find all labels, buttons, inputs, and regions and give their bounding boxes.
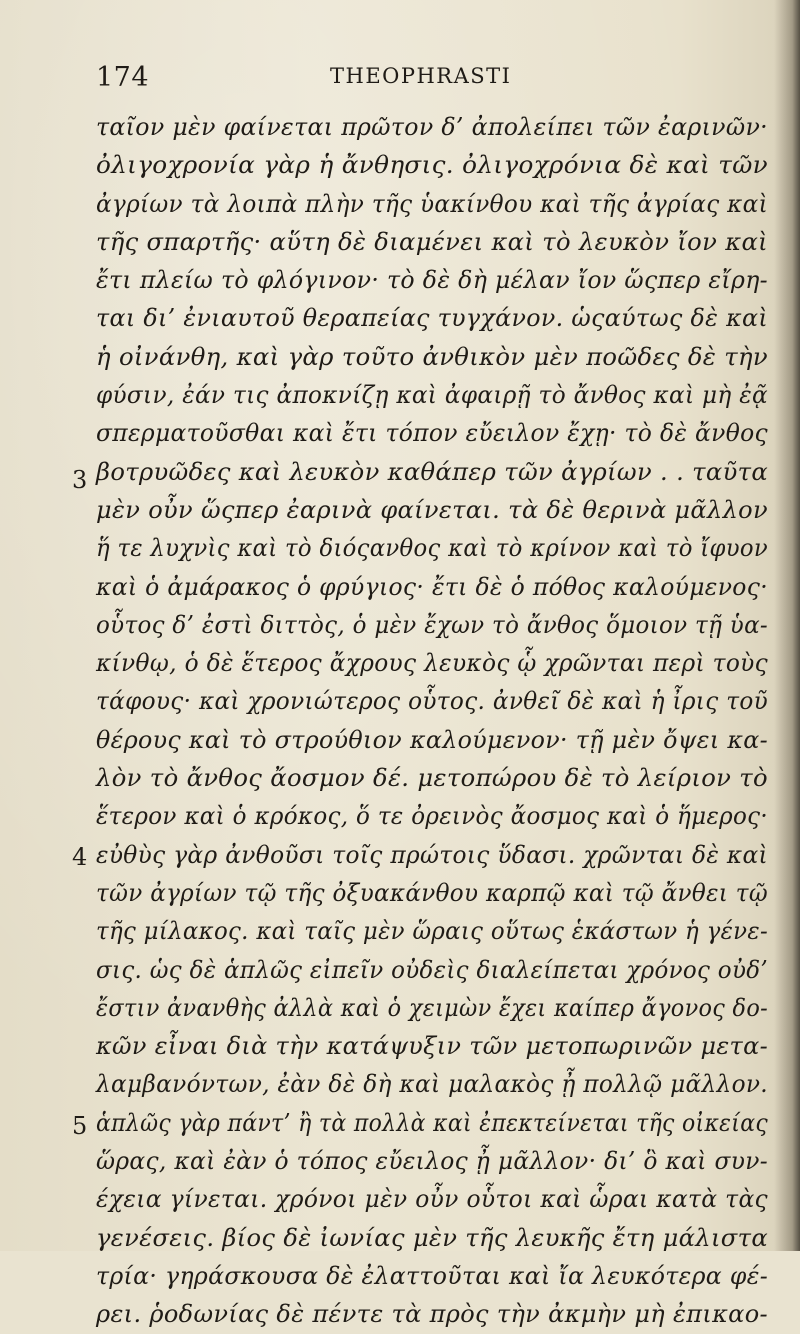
line-text: οὗτος δ’ ἐστὶ διττὸς, ὁ μὲν ἔχων τὸ ἄνθος ὅμοιον τῇ ὑα- xyxy=(96,609,768,639)
line-text: εὐθὺς γὰρ ἀνθοῦσι τοῖς πρώτοις ὕδασι. χρῶνται δὲ καὶ xyxy=(96,839,768,869)
text-line xyxy=(96,912,768,950)
section-number: 3 xyxy=(72,466,88,494)
line-text: σις. ὡς δὲ ἁπλῶς εἰπεῖν οὐδεὶς διαλείπεται χρόνος οὐδ’ xyxy=(96,954,768,984)
text-line xyxy=(96,108,768,146)
text-line xyxy=(96,951,768,989)
text-line xyxy=(96,299,768,337)
text-line xyxy=(96,1219,768,1257)
line-text: κίνθῳ, ὁ δὲ ἕτερος ἄχρους λευκὸς ᾧ χρῶνται περὶ τοὺς xyxy=(96,648,768,678)
text-line xyxy=(96,1142,768,1180)
text-line xyxy=(96,989,768,1027)
text-line xyxy=(96,606,768,644)
text-line xyxy=(96,261,768,299)
text-line xyxy=(96,721,768,759)
line-text: ἁπλῶς γὰρ πάντ’ ἢ τὰ πολλὰ καὶ ἐπεκτείνεται τῆς οἰκείας xyxy=(96,1107,768,1137)
text-line xyxy=(96,644,768,682)
text-line xyxy=(96,568,768,606)
text-line xyxy=(96,1104,768,1142)
text-line xyxy=(96,453,768,491)
text-line xyxy=(96,185,768,223)
text-line xyxy=(96,376,768,414)
line-text: φύσιν, ἐάν τις ἀποκνίζῃ καὶ ἀφαιρῇ τὸ ἄνθος καὶ μὴ ἐᾷ xyxy=(96,380,768,410)
text-line xyxy=(96,682,768,720)
text-line xyxy=(96,836,768,874)
line-text: τρία· γηράσκουσα δὲ ἐλαττοῦται καὶ ἴα λευκότερα φέ- xyxy=(96,1260,768,1290)
text-line xyxy=(96,1027,768,1065)
section-number: 4 xyxy=(72,843,88,871)
line-text: ἕτερον καὶ ὁ κρόκος, ὅ τε ὀρεινὸς ἄοσμος καὶ ὁ ἥμερος· xyxy=(96,801,768,831)
text-line xyxy=(96,414,768,452)
text-line xyxy=(96,1180,768,1218)
text-line xyxy=(96,338,768,376)
line-text: ταῖον μὲν φαίνεται πρῶτον δ’ ἀπολείπει τῶν ἐαρινῶν· xyxy=(96,112,768,141)
text-line xyxy=(96,223,768,261)
text-line xyxy=(96,1257,768,1295)
gutter-shadow xyxy=(774,0,800,1251)
line-text: γενέσεις. βίος δὲ ἰωνίας μὲν τῆς λευκῆς ἔτη μάλιστα xyxy=(96,1222,768,1252)
line-text: λαμβανόντων, ἐὰν δὲ δὴ καὶ μαλακὸς ᾖ πολλῷ μᾶλλον. xyxy=(96,1069,768,1099)
text-line xyxy=(96,491,768,529)
text-line xyxy=(96,1295,768,1333)
line-text: καὶ ὁ ἀμάρακος ὁ φρύγιος· ἔτι δὲ ὁ πόθος καλούμενος· xyxy=(96,571,768,601)
running-head: THEOPHRASTI xyxy=(330,64,512,88)
line-text: ται δι’ ἐνιαυτοῦ θεραπείας τυγχάνον. ὡςαύτως δὲ καὶ xyxy=(96,303,768,333)
line-text: έχεια γίνεται. χρόνοι μὲν οὖν οὗτοι καὶ ὧραι κατὰ τὰς xyxy=(96,1184,768,1214)
line-text: ὥρας, καὶ ἐὰν ὁ τόπος εὔειλος ᾖ μᾶλλον· δι’ ὃ καὶ συν- xyxy=(96,1146,768,1176)
line-text: ἔτι πλείω τὸ φλόγινον· τὸ δὲ δὴ μέλαν ἴον ὥςπερ εἴρη- xyxy=(96,265,768,295)
line-text: σπερματοῦσθαι καὶ ἔτι τόπον εὔειλον ἔχῃ· τὸ δὲ ἄνθος xyxy=(96,418,768,448)
line-text: τῶν ἀγρίων τῷ τῆς ὀξυακάνθου καρπῷ καὶ τῷ ἄνθει τῷ xyxy=(96,877,768,907)
line-text: ρει. ῥοδωνίας δὲ πέντε τὰ πρὸς τὴν ἀκμὴν μὴ ἐπικαο- xyxy=(96,1299,768,1329)
text-line xyxy=(96,1065,768,1103)
line-text: βοτρυῶδες καὶ λευκὸν καθάπερ τῶν ἀγρίων . . ταῦτα xyxy=(96,456,768,486)
greek-text-block xyxy=(96,108,768,1334)
text-line xyxy=(96,759,768,797)
line-text: ἡ οἰνάνθη, καὶ γὰρ τοῦτο ἀνθικὸν μὲν ποῶδες δὲ τὴν xyxy=(96,341,768,371)
section-number: 5 xyxy=(72,1112,88,1140)
line-text: λὸν τὸ ἄνθος ἄοσμον δέ. μετοπώρου δὲ τὸ λείριον τὸ xyxy=(96,763,768,793)
line-text: μὲν οὖν ὥςπερ ἐαρινὰ φαίνεται. τὰ δὲ θερινὰ μᾶλλον xyxy=(96,494,768,524)
line-text: κῶν εἶναι διὰ τὴν κατάψυξιν τῶν μετοπωρινῶν μετα- xyxy=(96,1031,768,1061)
line-text: τάφους· καὶ χρονιώτερος οὗτος. ἀνθεῖ δὲ καὶ ἡ ἶρις τοῦ xyxy=(96,686,768,716)
text-line xyxy=(96,529,768,567)
line-text: τῆς σπαρτῆς· αὕτη δὲ διαμένει καὶ τὸ λευκὸν ἴον καὶ xyxy=(96,226,768,256)
line-text: ἀγρίων τὰ λοιπὰ πλὴν τῆς ὑακίνθου καὶ τῆς ἀγρίας καὶ xyxy=(96,188,768,218)
line-text: ἥ τε λυχνὶς καὶ τὸ διόςανθος καὶ τὸ κρίνον καὶ τὸ ἴφυον xyxy=(96,533,768,563)
line-text: ἔστιν ἀνανθὴς ἀλλὰ καὶ ὁ χειμὼν ἔχει καίπερ ἄγονος δο- xyxy=(96,992,768,1022)
page-number: 174 xyxy=(96,62,150,93)
text-line xyxy=(96,797,768,835)
text-line xyxy=(96,146,768,184)
text-line xyxy=(96,874,768,912)
line-text: θέρους καὶ τὸ στρούθιον καλούμενον· τῇ μὲν ὄψει κα- xyxy=(96,724,768,754)
line-text: ὀλιγοχρονία γὰρ ἡ ἄνθησις. ὀλιγοχρόνια δὲ καὶ τῶν xyxy=(96,150,768,180)
line-text: τῆς μίλακος. καὶ ταῖς μὲν ὥραις οὕτως ἑκάστων ἡ γένε- xyxy=(96,916,768,946)
